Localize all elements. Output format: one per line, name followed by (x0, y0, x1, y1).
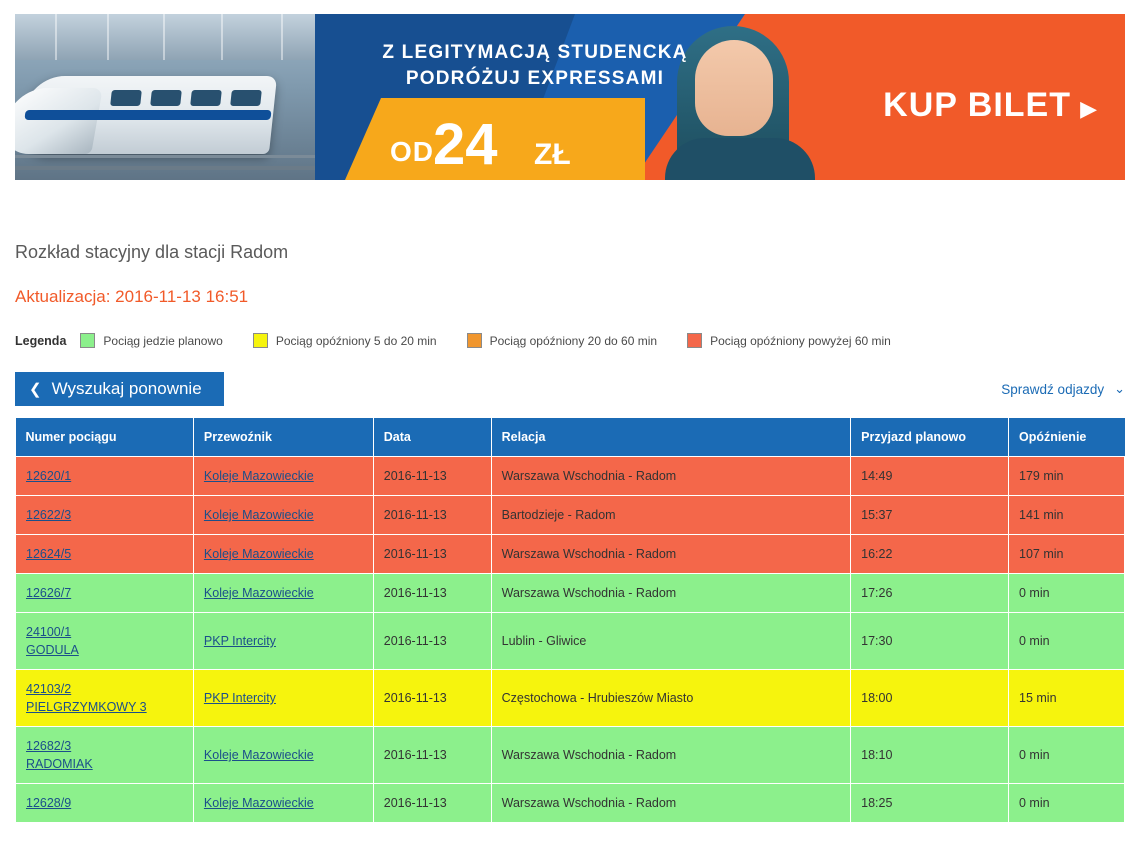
banner-student-photo (655, 14, 845, 180)
cell-delay: 15 min (1009, 670, 1125, 727)
banner-price-currency: ZŁ (534, 138, 571, 171)
cell-date: 2016-11-13 (373, 670, 491, 727)
cell-carrier (193, 784, 373, 823)
column-header-carrier[interactable]: Przewoźnik (193, 418, 373, 457)
train-number-link[interactable]: 12682/3 (26, 739, 72, 753)
legend-item-delay-large (687, 333, 891, 348)
train-number-link[interactable]: 12620/1 (26, 469, 72, 483)
cell-delay: 0 min (1009, 784, 1125, 823)
column-header-relation[interactable]: Relacja (491, 418, 851, 457)
cell-carrier (193, 727, 373, 784)
train-window (190, 90, 222, 106)
carrier-link[interactable]: Koleje Mazowieckie (203, 547, 314, 561)
legend-text-ontime: Pociąg jedzie planowo (103, 333, 223, 348)
promo-banner[interactable] (15, 14, 1125, 180)
cell-delay: 179 min (1009, 457, 1125, 496)
student-face (695, 40, 773, 136)
cell-arrival: 18:25 (851, 784, 1009, 823)
legend-swatch-delay-medium (467, 333, 482, 348)
table-row (16, 535, 1125, 574)
banner-price-prefix: OD (390, 136, 434, 167)
cell-delay: 0 min (1009, 574, 1125, 613)
train-name-link[interactable]: GODULA (26, 643, 79, 657)
cell-carrier (193, 670, 373, 727)
cell-train-number (16, 670, 194, 727)
legend (15, 333, 1125, 348)
legend-text-delay-medium: Pociąg opóźniony 20 do 60 min (489, 333, 658, 348)
carrier-link[interactable]: Koleje Mazowieckie (203, 586, 314, 600)
legend-item-ontime (80, 333, 222, 348)
cell-arrival: 14:49 (851, 457, 1009, 496)
cell-date: 2016-11-13 (373, 496, 491, 535)
legend-item-delay-medium (467, 333, 657, 348)
cell-carrier (193, 574, 373, 613)
banner-headline-line1: Z LEGITYMACJĄ STUDENCKĄ (382, 42, 688, 63)
cell-arrival: 18:10 (851, 727, 1009, 784)
carrier-link[interactable]: PKP Intercity (203, 691, 276, 705)
cell-arrival: 18:00 (851, 670, 1009, 727)
cell-carrier (193, 613, 373, 670)
check-departures-link[interactable] (1001, 381, 1125, 397)
train-number-link[interactable]: 12624/5 (26, 547, 72, 561)
cell-date: 2016-11-13 (373, 727, 491, 784)
legend-item-delay-small (253, 333, 437, 348)
cell-carrier (193, 535, 373, 574)
cell-train-number (16, 727, 194, 784)
carrier-link[interactable]: Koleje Mazowieckie (203, 796, 314, 810)
cell-date: 2016-11-13 (373, 535, 491, 574)
cell-train-number (16, 457, 194, 496)
table-header (16, 418, 1125, 457)
train-name-link[interactable]: RADOMIAK (26, 757, 93, 771)
train-name-link[interactable]: PIELGRZYMKOWY 3 (26, 700, 147, 714)
train-window (150, 90, 182, 106)
cell-delay: 107 min (1009, 535, 1125, 574)
train-window (110, 90, 142, 106)
table-row (16, 574, 1125, 613)
legend-text-delay-large: Pociąg opóźniony powyżej 60 min (710, 333, 891, 348)
cell-date: 2016-11-13 (373, 784, 491, 823)
train-nose-shape (15, 88, 103, 154)
page-content (15, 0, 1125, 823)
cell-arrival: 15:37 (851, 496, 1009, 535)
cell-train-number (16, 784, 194, 823)
carrier-link[interactable]: Koleje Mazowieckie (203, 748, 314, 762)
cell-carrier (193, 496, 373, 535)
carrier-link[interactable]: Koleje Mazowieckie (203, 469, 314, 483)
cell-carrier (193, 457, 373, 496)
page-title: Rozkład stacyjny dla stacji Radom (15, 242, 289, 262)
column-header-delay[interactable]: Opóźnienie (1009, 418, 1125, 457)
table-row (16, 457, 1125, 496)
table-row (16, 784, 1125, 823)
column-header-date[interactable]: Data (373, 418, 491, 457)
train-number-link[interactable]: 42103/2 (26, 682, 72, 696)
cell-relation: Bartodzieje - Radom (491, 496, 851, 535)
train-number-link[interactable]: 12628/9 (26, 796, 72, 810)
search-again-button[interactable] (15, 372, 224, 406)
cell-arrival: 16:22 (851, 535, 1009, 574)
update-timestamp: Aktualizacja: 2016-11-13 16:51 (15, 287, 249, 306)
train-stripe-shape (24, 110, 271, 120)
table-row (16, 670, 1125, 727)
legend-swatch-delay-small (253, 333, 268, 348)
chevron-left-icon: ❮ (29, 381, 42, 398)
cell-arrival: 17:26 (851, 574, 1009, 613)
banner-headline-line2: PODRÓŻUJ EXPRESSAMI (405, 68, 665, 89)
cell-relation: Warszawa Wschodnia - Radom (491, 535, 851, 574)
cell-delay: 0 min (1009, 727, 1125, 784)
cell-relation: Lublin - Gliwice (491, 613, 851, 670)
cell-delay: 141 min (1009, 496, 1125, 535)
buy-ticket-arrow-icon[interactable]: ▶ (1080, 96, 1097, 121)
table-row (16, 613, 1125, 670)
table-row (16, 727, 1125, 784)
check-departures-label: Sprawdź odjazdy (1001, 381, 1105, 397)
train-number-link[interactable]: 24100/1 (26, 625, 72, 639)
carrier-link[interactable]: Koleje Mazowieckie (203, 508, 314, 522)
cell-relation: Częstochowa - Hrubieszów Miasto (491, 670, 851, 727)
legend-swatch-delay-large (687, 333, 702, 348)
column-header-arrival[interactable]: Przyjazd planowo (851, 418, 1009, 457)
cell-relation: Warszawa Wschodnia - Radom (491, 784, 851, 823)
action-row (15, 372, 1125, 406)
cell-relation: Warszawa Wschodnia - Radom (491, 457, 851, 496)
cell-delay: 0 min (1009, 613, 1125, 670)
table-header-row (16, 418, 1125, 457)
train-number-link[interactable]: 12626/7 (26, 586, 72, 600)
cell-train-number (16, 535, 194, 574)
cell-train-number (16, 574, 194, 613)
banner-price-value: 24 (433, 112, 498, 177)
cell-date: 2016-11-13 (373, 574, 491, 613)
cell-arrival: 17:30 (851, 613, 1009, 670)
cell-train-number (16, 613, 194, 670)
legend-text-delay-small: Pociąg opóźniony 5 do 20 min (275, 333, 437, 348)
buy-ticket-cta[interactable]: KUP BILET (883, 86, 1071, 124)
column-header-train-number[interactable]: Numer pociągu (16, 418, 194, 457)
legend-label: Legenda (15, 333, 67, 348)
table-body (16, 457, 1125, 823)
cell-relation: Warszawa Wschodnia - Radom (491, 574, 851, 613)
cell-relation: Warszawa Wschodnia - Radom (491, 727, 851, 784)
legend-swatch-ontime (80, 333, 95, 348)
arrivals-table (15, 418, 1125, 823)
carrier-link[interactable]: PKP Intercity (203, 634, 276, 648)
search-again-label: Wyszukaj ponownie (51, 379, 202, 398)
student-body (665, 138, 815, 180)
train-window (230, 90, 262, 106)
cell-train-number (16, 496, 194, 535)
table-row (16, 496, 1125, 535)
cell-date: 2016-11-13 (373, 457, 491, 496)
cell-date: 2016-11-13 (373, 613, 491, 670)
chevron-down-icon: ⌄ (1114, 381, 1125, 396)
train-number-link[interactable]: 12622/3 (26, 508, 72, 522)
